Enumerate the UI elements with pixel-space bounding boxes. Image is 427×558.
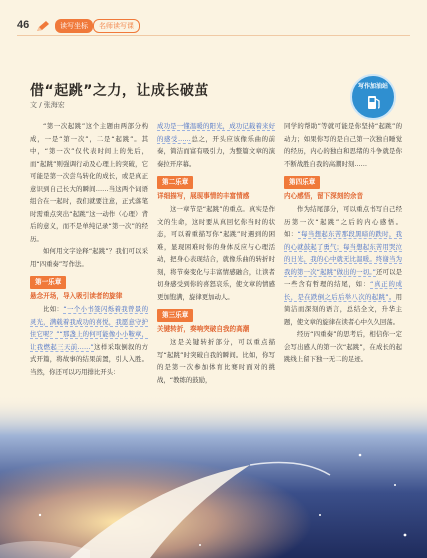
section-4-label: 第四乐章 bbox=[284, 176, 320, 189]
section-1-label: 第一乐章 bbox=[30, 276, 66, 289]
section-4-paragraph bbox=[284, 203, 402, 328]
section-1-text: 这样采取倒叙的方式开篇，将故事的结果前置，引人入胜。当然，你还可以巧用排比开头： bbox=[30, 342, 149, 376]
pencil-icon bbox=[36, 20, 50, 32]
writing-station-badge bbox=[350, 74, 396, 120]
section-1-paragraph bbox=[30, 303, 148, 378]
column-tag: 名师读写课 bbox=[93, 19, 140, 33]
parallel-quote: 成功是一懂温暖的阳光，成功记载着来好的感受…… bbox=[157, 122, 275, 143]
section-2-paragraph: 这一章节是“起跳”的重点。真实是作文的生命，这时要从真回忆你当时的状态，可以着重描写你“起跳”时遇到的困难，显现困难时你的身体反应与心理活动，把身心表现结合，就像乐曲的转折时刻，将节奏变化与丰富情感融合，让读者切身感受到你的喜怒哀乐，使文章的情感更加饱满，旋律更加动人。 bbox=[157, 205, 275, 301]
section-3-subtitle: 关键转折，奏响突破自我的高潮 bbox=[157, 325, 250, 333]
section-1-quote: “一个小书签闪烁着我曾景的灵光，满载着我成功的喜悦，我愿意守护住它呢？”“那盏上的何可能像小小鞍章，让我燃起三天前……” bbox=[30, 305, 149, 351]
intro-paragraph-2: 如何用文字诠释“起跳”？我们可以采用“四重奏”写作法。 bbox=[30, 247, 148, 268]
column-3-top: 同学的帮助”等就可能是你坚持“起跳”的动力；如果你写的是自己第一次独自睡觉的经历，内心的独白和思绪的斗争就是你不断战胜自我的高潮时刻…… bbox=[284, 122, 402, 168]
page-header bbox=[0, 0, 427, 40]
column-2-top-text: 总之，开头应该像乐曲的前奏，简洁而富有吸引力，为整篇文章的演奏拉开序幕。 bbox=[157, 134, 276, 168]
section-4-end: 用简洁而深刻的语言，总结全文，升华主题，使文章的旋律在读者心中久久回荡。 bbox=[284, 292, 402, 326]
article-author: 文 / 张海宏 bbox=[30, 101, 65, 109]
fuel-pump-icon bbox=[366, 93, 382, 111]
column-3 bbox=[284, 120, 402, 366]
section-2-subtitle: 详细描写，展现事情的丰富情感 bbox=[157, 192, 250, 200]
night-sky-illustration bbox=[0, 395, 427, 558]
intro-paragraph: “第一次起跳”这个主题由两部分构成，一是“第一次”，二是“起跳”。其中，“第一次”仅代表时间上的先后，而“起跳”则强调行动及心理上的突破，它可能是第一次尝鸟转化的成长，或是真正意识到自己长大的瞬间……当这两个词语组合在一起时，我们就要注意，正式落笔时需重点突出“起跳”这一动作（心理）背后的意义，而不是单纯记录“第一次”的经历。 bbox=[30, 122, 148, 243]
section-4-subtitle: 内心感悟，留下深刻的余音 bbox=[284, 192, 364, 200]
column-1 bbox=[30, 120, 148, 378]
section-2-label: 第二乐章 bbox=[157, 176, 193, 189]
section-4-quote-2: “真正的成长，是在跌倒之后后举八次的起跳”。 bbox=[284, 280, 402, 301]
article-title: 借“起跳”之力，让成长破茧 bbox=[30, 83, 209, 99]
column-2-top bbox=[157, 120, 275, 170]
section-1-subtitle: 悬念开场，导入吸引读者的旋律 bbox=[30, 292, 123, 300]
closing-paragraph: 经历“四重奏”的思考后，相信你一定会写出感人的第一次“起跳”，在成长的起跳线上留下独一无二的足迹。 bbox=[284, 330, 402, 363]
page-number: 46 bbox=[17, 19, 30, 31]
badge-label: 写作加油站 bbox=[357, 83, 388, 90]
section-4-quote: “每当想起东苦那段黑暗的跌时，我的心就鼓起了勇气；每当想起东苦用哭泣的日光，我的心中就无比温暖。终谢当为我的第一次“起跳”做出的一切。” bbox=[284, 230, 403, 276]
header-divider bbox=[17, 35, 410, 36]
column-2 bbox=[157, 120, 275, 386]
section-1-lead: 比如： bbox=[43, 305, 64, 313]
section-4-mid: 还可以是一些含有哲理的结尾，如： bbox=[284, 267, 403, 288]
section-4-lead: 作为结尾部分，可以重点书写自己经历第一次“起跳”之后的内心感悟。如： bbox=[284, 205, 402, 238]
section-3-paragraph: 这是关键转折部分，可以重点描写“起跳”时突破自我的瞬间。比如，你写的是第一次参加体育比赛时面对的挑战，“教练的鼓励， bbox=[157, 338, 275, 384]
section-3-label: 第三乐章 bbox=[157, 309, 193, 322]
section-tag: 读写坐标 bbox=[55, 19, 93, 33]
